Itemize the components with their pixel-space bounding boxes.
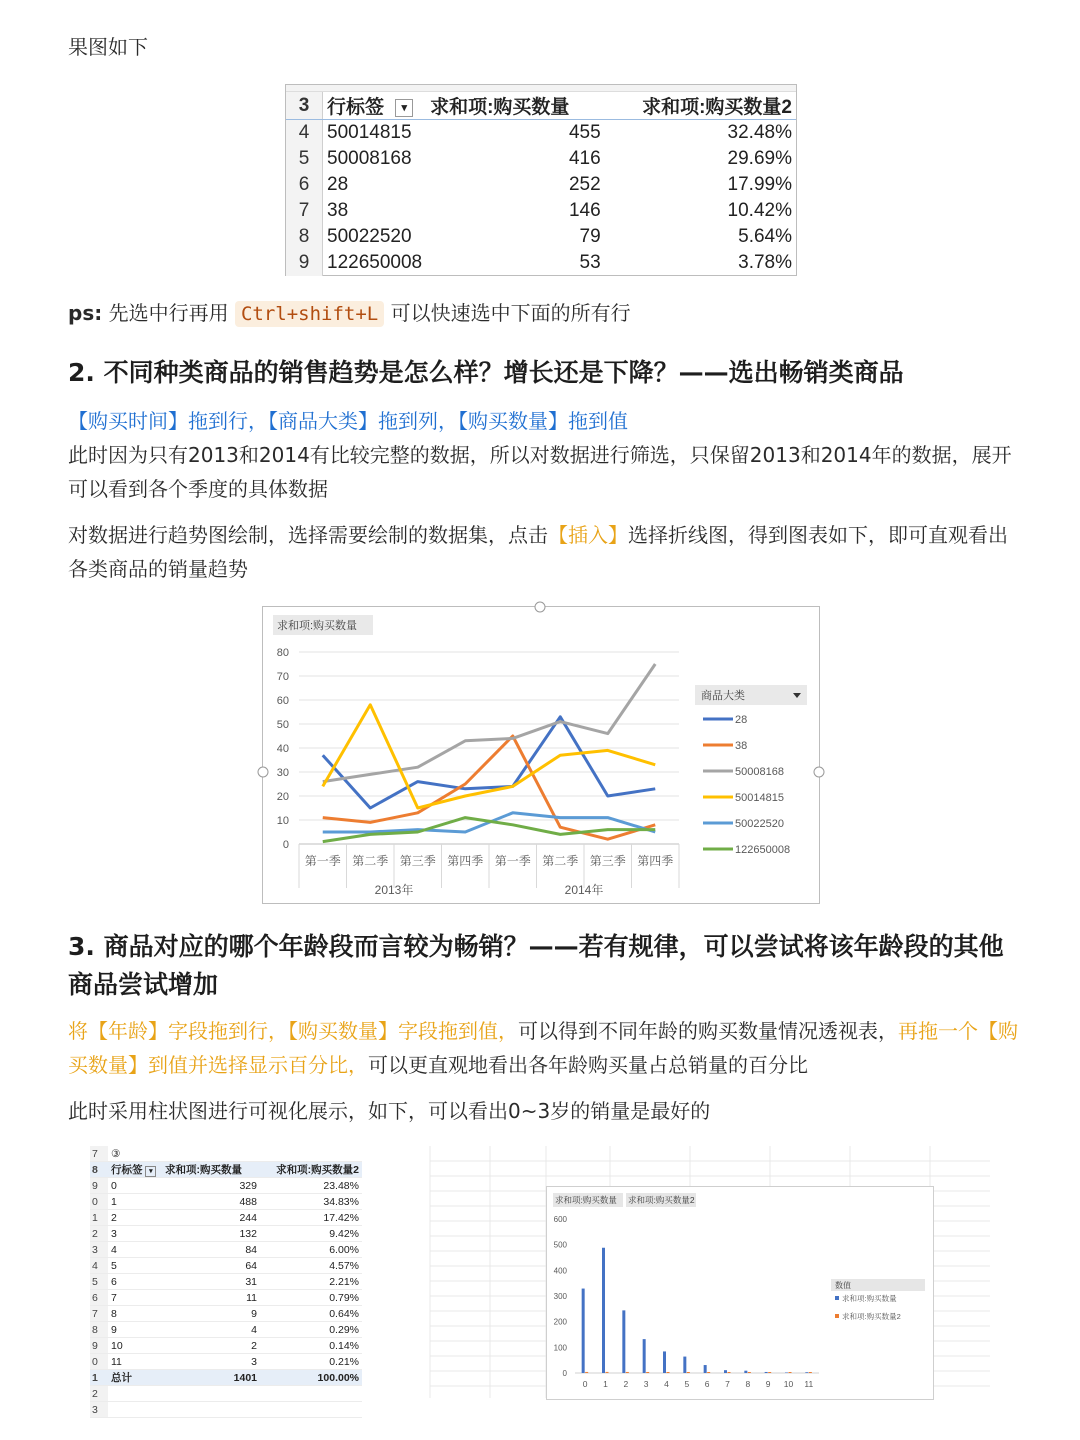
table-row [286, 224, 796, 250]
filter-dropdown-icon[interactable]: ▾ [395, 99, 413, 117]
row-number: 8 [90, 1322, 108, 1338]
bar-qty-9 [765, 1372, 768, 1373]
bar-chart [547, 1187, 933, 1399]
legend-title: 数值 [835, 1281, 851, 1290]
bar-qty-8 [744, 1371, 747, 1373]
bar-pct-11 [809, 1372, 812, 1373]
row-label: 9 [108, 1322, 162, 1338]
qty-value: 3 [162, 1354, 260, 1370]
table-row [286, 172, 796, 198]
table-row [90, 1322, 362, 1338]
pct-value: 6.00% [260, 1242, 362, 1258]
table-row [286, 250, 796, 276]
row-label: 4 [108, 1242, 162, 1258]
row-number: 4 [90, 1258, 108, 1274]
row-number: 7 [286, 198, 323, 224]
table-row [90, 1226, 362, 1242]
qty-value: 84 [162, 1242, 260, 1258]
row-number: 7 [90, 1146, 108, 1162]
legend-label: 求和项:购买数量 [842, 1294, 897, 1303]
bar-pct-5 [687, 1372, 690, 1373]
bar-qty-4 [663, 1351, 666, 1373]
table-row [90, 1178, 362, 1194]
row-label: 10 [108, 1338, 162, 1354]
bar-qty-0 [582, 1289, 585, 1373]
pct-value: 9.42% [260, 1226, 362, 1242]
pct-value: 5.64% [738, 226, 792, 247]
col-qty-header: 求和项:购买数量 [426, 92, 605, 120]
pct-value: 0.64% [260, 1306, 362, 1322]
bar-qty-3 [643, 1339, 646, 1373]
bar-pct-0 [585, 1372, 588, 1373]
y-tick-label: 40 [276, 743, 289, 755]
pct-value: 10.42% [727, 200, 792, 221]
row-number: 8 [90, 1162, 108, 1178]
x-tick-label: 9 [765, 1379, 771, 1389]
table-row [90, 1210, 362, 1226]
outline-level-icon[interactable]: ③ [108, 1146, 162, 1162]
x-tick-label: 6 [704, 1379, 710, 1389]
pivot-table-age [90, 1146, 362, 1418]
row-number: 5 [90, 1274, 108, 1290]
bar-pct-3 [646, 1372, 649, 1373]
row-label: 0 [108, 1178, 162, 1194]
pct-value: 3.78% [738, 252, 792, 273]
bar-pct-2 [626, 1372, 629, 1373]
qty-value: 9 [162, 1306, 260, 1322]
qty-value: 329 [162, 1178, 260, 1194]
qty-value: 132 [162, 1226, 260, 1242]
legend-label: 50014815 [735, 792, 784, 804]
qty-value: 488 [162, 1194, 260, 1210]
table-row [90, 1386, 362, 1402]
row-label: 50008168 [327, 148, 412, 169]
row-number: 8 [286, 224, 323, 250]
x-tick-label: 4 [664, 1379, 669, 1389]
row-number: 2 [90, 1386, 108, 1402]
bar-qty-2 [622, 1310, 625, 1373]
row-label: 3 [108, 1226, 162, 1242]
bar-pct-1 [606, 1372, 609, 1373]
y-tick-label: 20 [276, 791, 289, 803]
row-label: 1 [108, 1194, 162, 1210]
y-tick-label: 0 [282, 839, 289, 851]
qty-value: 146 [568, 200, 601, 221]
s3-a: 将【年龄】字段拖到行，【购买数量】字段拖到值， [68, 1019, 518, 1043]
row-number: 7 [90, 1306, 108, 1322]
x-group-label: 2014年 [564, 883, 604, 897]
y-tick-label: 10 [276, 815, 289, 827]
pct-value: 0.21% [260, 1354, 362, 1370]
chart-title-a: 求和项:购买数量 [555, 1195, 617, 1205]
y-tick-label: 200 [553, 1317, 567, 1327]
row-label: 122650008 [327, 252, 423, 273]
row-number: 2 [90, 1226, 108, 1242]
y-tick-label: 70 [276, 671, 289, 683]
legend-swatch [835, 1296, 839, 1300]
bar-pct-10 [789, 1372, 792, 1373]
resize-handle [814, 767, 824, 777]
x-tick-label: 0 [582, 1379, 588, 1389]
y-tick-label: 50 [276, 719, 289, 731]
row-label: 6 [108, 1274, 162, 1290]
bar-qty-11 [805, 1372, 808, 1373]
qty-value: 455 [568, 122, 601, 143]
row-number: 5 [286, 146, 323, 172]
legend-label: 50022520 [735, 818, 784, 830]
section2-steps: 【购买时间】拖到行，【商品大类】拖到列，【购买数量】拖到值 [68, 409, 628, 433]
ps-label: ps: [68, 301, 103, 325]
row-number: 6 [286, 172, 323, 198]
bar-qty-1 [602, 1248, 605, 1373]
row-number: 0 [90, 1354, 108, 1370]
qty-value: 64 [162, 1258, 260, 1274]
x-tick-label: 5 [684, 1379, 690, 1389]
pct-value: 17.99% [727, 174, 792, 195]
table-row [90, 1242, 362, 1258]
x-tick-label: 第二季 [542, 854, 579, 868]
table-row [286, 146, 796, 172]
qty-value: 244 [162, 1210, 260, 1226]
legend-label: 38 [735, 740, 748, 752]
bar-pct-8 [748, 1372, 751, 1373]
table-row [90, 1306, 362, 1322]
table-row [90, 1290, 362, 1306]
x-tick-label: 第三季 [399, 854, 436, 868]
bar-pct-6 [707, 1372, 710, 1373]
line-chart [263, 607, 819, 903]
s3-c: 再拖一个【购买数量】到值并选择显示百分比， [68, 1019, 1018, 1077]
row-number: 1 [90, 1370, 108, 1386]
y-tick-label: 400 [553, 1266, 567, 1276]
pct-value: 23.48% [260, 1178, 362, 1194]
row-number: 9 [90, 1338, 108, 1354]
row-label-header: 行标签 [111, 1164, 143, 1176]
bar-pct-4 [667, 1372, 670, 1373]
x-tick-label: 第四季 [447, 854, 484, 868]
row-label: 5 [108, 1258, 162, 1274]
pct-value: 4.57% [260, 1258, 362, 1274]
shortcut-code: Ctrl+shift+L [235, 301, 384, 327]
pct-value: 34.83% [260, 1194, 362, 1210]
legend-swatch [835, 1314, 839, 1318]
y-tick-label: 80 [276, 647, 289, 659]
table-row [90, 1258, 362, 1274]
legend-label: 122650008 [735, 844, 791, 856]
pct-value: 0.79% [260, 1290, 362, 1306]
y-tick-label: 60 [276, 695, 289, 707]
y-tick-label: 30 [276, 767, 289, 779]
chart-title-b: 求和项:购买数量2 [628, 1195, 695, 1205]
row-label: 2 [108, 1210, 162, 1226]
x-tick-label: 7 [725, 1379, 730, 1389]
row-label: 38 [327, 200, 349, 221]
col-pct-header: 求和项:购买数量2 [260, 1162, 362, 1178]
bar-qty-5 [683, 1357, 686, 1373]
qty-value: 4 [162, 1322, 260, 1338]
intro-text: 果图如下 [68, 35, 148, 59]
filter-dropdown-icon[interactable]: ▾ [145, 1166, 156, 1177]
legend-title: 商品大类 [701, 690, 745, 702]
series-line-50008168 [323, 664, 656, 782]
row-label: 50022520 [327, 226, 412, 247]
row-number: 6 [90, 1290, 108, 1306]
bar-qty-6 [704, 1365, 707, 1373]
table-row [286, 198, 796, 224]
s3-d: 可以更直观地看出各年龄购买量占总销量的百分比 [368, 1053, 808, 1077]
resize-handle [258, 767, 268, 777]
table-row [90, 1338, 362, 1354]
pct-value: 0.14% [260, 1338, 362, 1354]
section3-title: 3. 商品对应的哪个年龄段而言较为畅销？——若有规律，可以尝试将该年龄段的其他商品尝试增加 [68, 932, 1004, 999]
legend-label: 求和项:购买数量2 [842, 1312, 901, 1321]
x-tick-label: 第一季 [494, 854, 531, 868]
ps-text-after: 可以快速选中下面的所有行 [384, 301, 631, 325]
qty-value: 53 [579, 252, 601, 273]
pct-value: 29.69% [727, 148, 792, 169]
pct-value: 32.48% [727, 122, 792, 143]
pivot2-total-row [90, 1370, 362, 1386]
y-tick-label: 100 [553, 1343, 567, 1353]
y-tick-label: 600 [553, 1215, 567, 1224]
x-tick-label: 11 [804, 1379, 814, 1389]
total-label: 总计 [108, 1370, 162, 1386]
ps-note [68, 296, 631, 331]
row-label: 28 [327, 174, 349, 195]
row-number: 4 [286, 120, 323, 147]
row-number: 3 [90, 1402, 108, 1418]
row-number: 9 [286, 250, 323, 276]
pct-value: 0.29% [260, 1322, 362, 1338]
table-row [286, 120, 796, 147]
row-number: 3 [286, 92, 323, 120]
section3-para [68, 1014, 1018, 1082]
qty-value: 11 [162, 1290, 260, 1306]
pct-value: 17.42% [260, 1210, 362, 1226]
x-tick-label: 1 [603, 1379, 608, 1389]
table-row [90, 1146, 362, 1162]
col-qty-header: 求和项:购买数量 [162, 1162, 260, 1178]
bar-chart-frame[interactable] [546, 1186, 934, 1400]
x-tick-label: 10 [783, 1379, 794, 1389]
legend-label: 28 [735, 714, 748, 726]
row-label: 7 [108, 1290, 162, 1306]
row-label: 8 [108, 1306, 162, 1322]
bar-qty-10 [785, 1372, 788, 1373]
row-number: 9 [90, 1178, 108, 1194]
ps-text-before: 先选中行再用 [102, 301, 235, 325]
x-tick-label: 8 [745, 1379, 751, 1389]
section2-title: 2. 不同种类商品的销售趋势是怎么样？增长还是下降？——选出畅销类商品 [68, 358, 904, 387]
pivot-table-product [285, 84, 797, 276]
y-tick-label: 500 [553, 1240, 567, 1250]
row-label-header: 行标签 [327, 97, 385, 118]
x-tick-label: 2 [623, 1379, 629, 1389]
section2-para2 [68, 518, 1018, 586]
x-group-label: 2013年 [374, 883, 414, 897]
table-row [90, 1274, 362, 1290]
qty-value: 2 [162, 1338, 260, 1354]
section3-para2: 此时采用柱状图进行可视化展示，如下，可以看出0~3岁的销量是最好的 [68, 1099, 711, 1123]
bar-qty-7 [724, 1370, 727, 1373]
row-number: 1 [90, 1210, 108, 1226]
x-tick-label: 第三季 [589, 854, 626, 868]
total-pct: 100.00% [260, 1370, 362, 1386]
row-number: 0 [90, 1194, 108, 1210]
col-pct-header: 求和项:购买数量2 [605, 92, 796, 120]
x-tick-label: 3 [643, 1379, 649, 1389]
legend-label: 50008168 [735, 766, 784, 778]
qty-value: 416 [568, 148, 601, 169]
qty-value: 31 [162, 1274, 260, 1290]
row-number: 3 [90, 1242, 108, 1258]
y-tick-label: 300 [553, 1292, 567, 1301]
table-row [90, 1402, 362, 1418]
x-tick-label: 第二季 [352, 854, 389, 868]
qty-value: 79 [579, 226, 601, 247]
line-chart-frame[interactable] [262, 606, 820, 904]
table-row [90, 1354, 362, 1370]
x-tick-label: 第一季 [304, 854, 341, 868]
para2-a: 对数据进行趋势图绘制，选择需要绘制的数据集，点击 [68, 523, 548, 547]
row-label: 11 [108, 1354, 162, 1370]
bar-pct-9 [768, 1372, 771, 1373]
y-tick-label: 0 [562, 1369, 567, 1378]
table-row [90, 1194, 362, 1210]
insert-highlight: 【插入】 [548, 523, 628, 547]
row-label: 50014815 [327, 122, 412, 143]
resize-handle [535, 602, 545, 612]
s3-b: 可以得到不同年龄的购买数量情况透视表， [518, 1019, 898, 1043]
series-line-28 [323, 717, 656, 808]
pivot-header-row [286, 92, 796, 120]
bar-pct-7 [728, 1372, 731, 1373]
para2-c: 选择折线图，得到图表如下，即可直观看出各类商品的销量趋势 [68, 523, 1008, 581]
qty-value: 252 [568, 174, 601, 195]
pct-value: 2.21% [260, 1274, 362, 1290]
x-tick-label: 第四季 [637, 854, 674, 868]
spreadsheet-area [90, 1146, 990, 1416]
pivot2-header-row [90, 1162, 362, 1178]
section2-para: 此时因为只有2013和2014有比较完整的数据，所以对数据进行筛选，只保留2013和2014年的数据，展开可以看到各个季度的具体数据 [68, 443, 1012, 501]
total-qty: 1401 [162, 1370, 260, 1386]
chart-title: 求和项:购买数量 [277, 620, 358, 632]
